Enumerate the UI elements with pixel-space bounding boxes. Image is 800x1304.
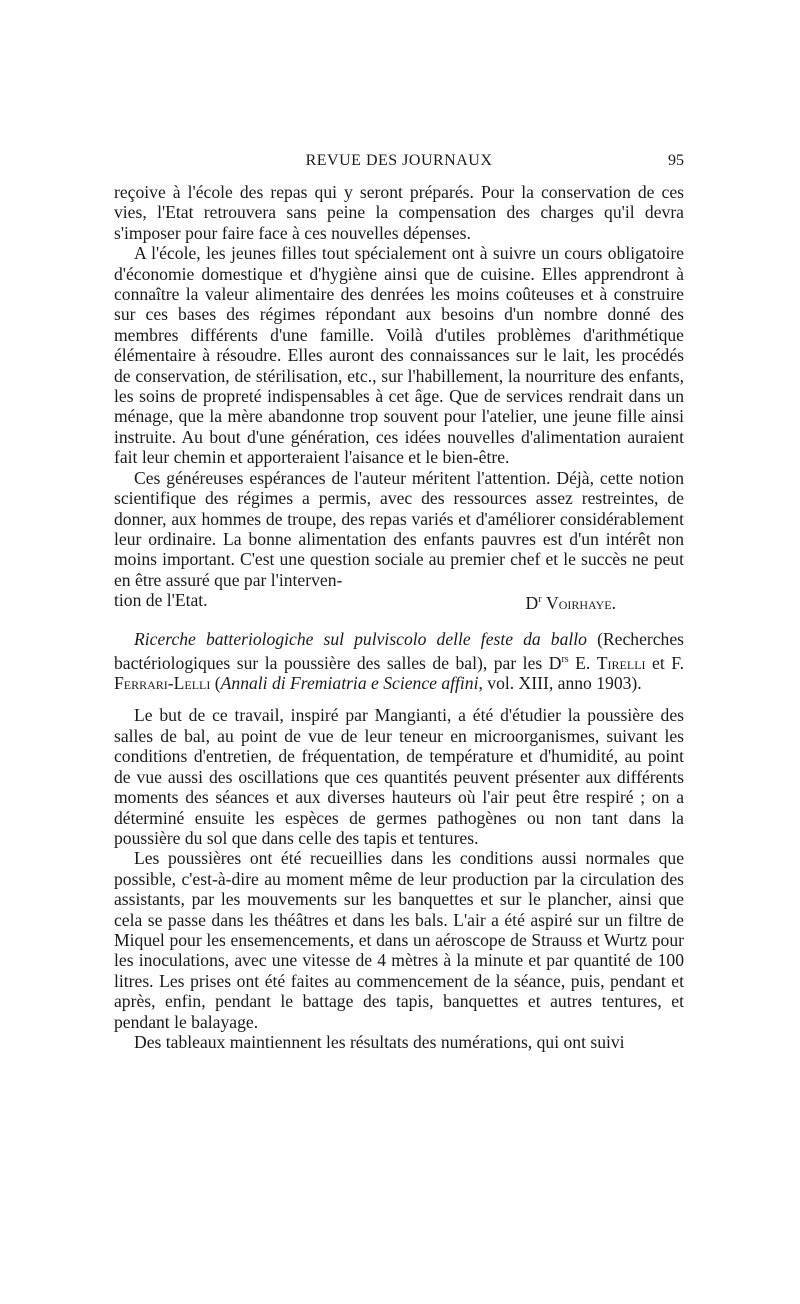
paragraph-method: Les poussières ont été recueillies dans les conditions aussi normales que possible, c'est-à-dire au moment même de leur production par la circulation des assistants, par les mouvements sur les banquettes et sur le plancher, ainsi que cela se passe dans les théâtres et dans les bals. L'air a été aspiré sur un filtre de Miquel pour les ensemencements, et dans un aéroscope de Strauss et Wurtz pour les inoculations, avec une vitesse de 4 mètres à la minute et par quantité de 100 litres. Les prises ont été faites au commencement de la séance, puis, pendant et après, enfin, pendant le battage des tapis, banquettes et autres tentures, et pendant le balayage.: [114, 848, 684, 1032]
paragraph-purpose: Le but de ce travail, inspiré par Mangianti, a été d'étudier la poussière des salles de bal, au point de vue de leur teneur en microorganismes, suivant les conditions d'entretien, de fréquentation, de température et d'humidité, au point de vue aussi des oscillations que ces quantités peuvent présenter aux différents moments des séances et aux diverses hauteurs où l'air peut être respiré ; on a déterminé ensuite les espèces de germes pathogènes ou non tant dans la poussière du sol que dans celle des tapis et tentures.: [114, 705, 684, 848]
author-tirelli: Tirelli: [596, 652, 646, 673]
page-header: [114, 152, 684, 176]
running-title: REVUE DES JOURNAUX: [305, 152, 493, 169]
author-ferrari-lelli: Ferrari-Lelli: [114, 673, 211, 694]
paragraph-author-hopes: Ces généreuses espérances de l'auteur méritent l'attention. Déjà, cette notion scientifique des régimes a permis, avec des ressources assez restreintes, de donner, aux hommes de troupe, des repas variés et d'améliorer considérablement leur ordinaire. La bonne alimentation des enfants pauvres est d'un intérêt non moins important. C'est une question sociale au premier chef et le succès ne peut en être assuré que par l'interven-: [114, 467, 684, 590]
article-header: Ricerche batteriologiche sul pulviscolo delle feste da ballo (Recherches bactériologiques sur la poussière des salles de bal), par les $D^{rs}$ E. Tirelli et F. Ferrari-Lelli (Annali di Fremiatria e Science affini, vol. XIII, anno 1903).: [114, 629, 685, 694]
paragraph-results: Des tableaux maintiennent les résultats des numérations, qui ont suivi: [134, 1031, 625, 1052]
journal-name: Annali di Fremiatria e Science affini: [220, 673, 479, 694]
paragraph-last-line: tion de l'Etat.: [114, 590, 208, 611]
article-title-translation: (Recherches bactériologiques sur la poussière des salles de bal), par les $D^{rs}$ E.: [114, 629, 685, 673]
journal-reference: , vol. XIII, anno 1903).: [478, 673, 642, 694]
author-conjunction: et F.: [645, 652, 684, 673]
signature: $D^r$ Voirhaye.: [525, 592, 616, 613]
signature-line: [114, 590, 684, 613]
article-title: Ricerche batteriologiche sul pulviscolo delle feste da ballo: [134, 629, 587, 650]
page-number: 95: [668, 152, 684, 169]
page-body: [114, 182, 684, 1052]
section-gap: [114, 693, 684, 705]
paragraph-continued: reçoive à l'école des repas qui y seront préparés. Pour la conservation de ces vies, l'Etat retrouvera sans peine la compensation des charges qu'il devra s'imposer pour faire face à ces nouvelles dépenses.: [114, 182, 684, 243]
paragraph-school-girls: A l'école, les jeunes filles tout spécialement ont à suivre un cours obligatoire d'économie domestique et d'hygiène ainsi que de cuisine. Elles apprendront à connaître la valeur alimentaire des denrées les moins coûteuses et à construire sur ces bases des régimes répondant aux besoins d'un nombre donné des membres différents d'une famille. Voilà d'utiles problèmes d'arithmétique élémentaire à résoudre. Elles auront des connaissances sur le lait, les procédés de conservation, de stérilisation, etc., sur l'habillement, la nourriture des enfants, les soins de propreté indispensables à cet âge. Que de services rendrait dans un ménage, que la mère abandonne trop souvent pour l'atelier, une jeune fille ainsi instruite. Au bout d'une génération, ces idées nouvelles d'alimentation auraient fait leur chemin et apporteraient l'aisance et le bien-être.: [114, 243, 684, 468]
section-gap: [114, 613, 684, 629]
